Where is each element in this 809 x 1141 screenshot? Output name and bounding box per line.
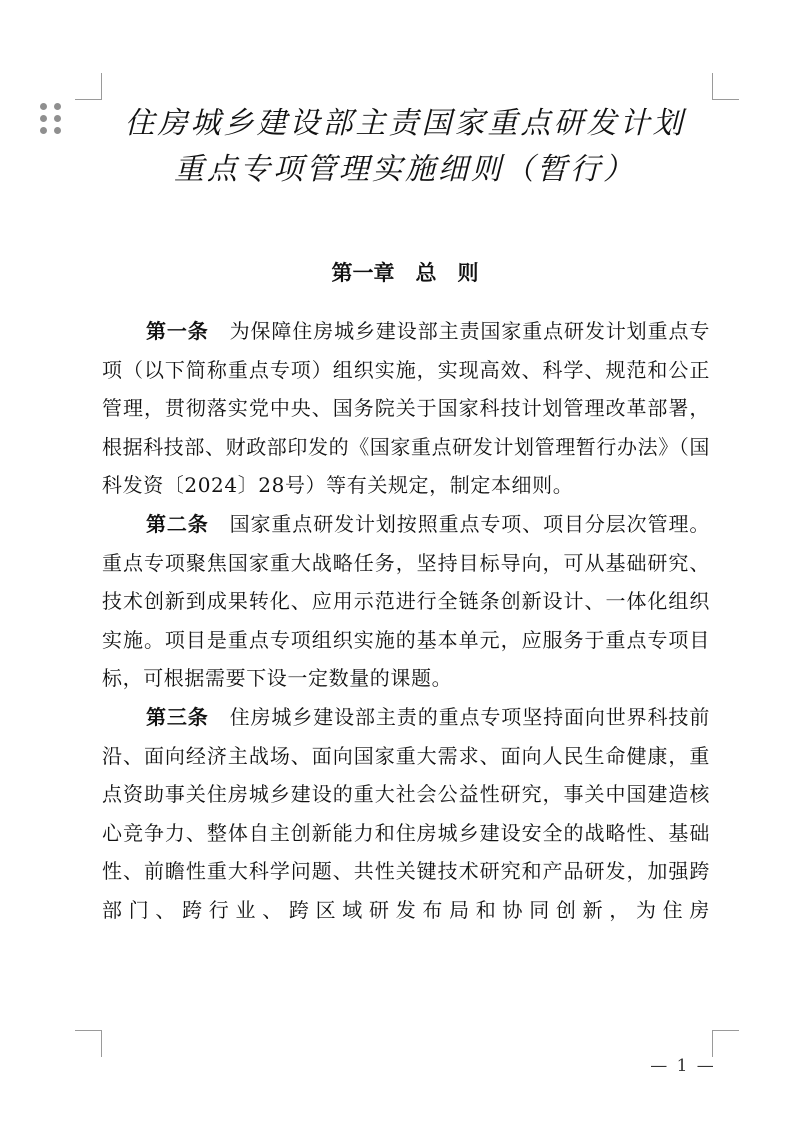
article-text: 住房城乡建设部主责的重点专项坚持面向世界科技前沿、面向经济主战场、面向国家重大需求、面向人民生命健康，重点资助事关住房城乡建设的重大社会公益性研究，事关中国建造核心竞争力、整体自主创新能力和住房城乡建设安全的战略性、基础性、前瞻性重大科学问题、共性关键技术研究和产品研发，加强跨部门、跨行业、跨区域研发布局和协同创新，为住房	[102, 704, 710, 922]
crop-mark-top-right	[712, 73, 739, 100]
article-number: 第三条	[146, 704, 209, 729]
crop-mark-bottom-left	[75, 1030, 102, 1057]
drag-dot	[40, 127, 47, 134]
document-title-line-2: 重点专项管理实施细则（暂行）	[174, 152, 636, 187]
crop-mark-bottom-right	[712, 1030, 739, 1057]
page-number: — 1 —	[650, 1056, 716, 1076]
article-text: 为保障住房城乡建设部主责国家重点研发计划重点专项（以下简称重点专项）组织实施，实现高效、科学、规范和公正管理，贯彻落实党中央、国务院关于国家科技计划管理改革部署，根据科技部、财政部印发的《国家重点研发计划管理暂行办法》（国科发资〔2024〕28号）等有关规定，制定本细则。	[102, 319, 710, 498]
drag-dot	[40, 115, 47, 122]
article-number: 第二条	[146, 511, 209, 536]
document-title-line-1: 住房城乡建设部主责国家重点研发计划	[124, 106, 686, 141]
drag-dot	[54, 115, 61, 122]
drag-dot	[54, 127, 61, 134]
chapter-heading: 第一章 总 则	[331, 261, 479, 285]
article-text: 国家重点研发计划按照重点专项、项目分层次管理。重点专项聚焦国家重大战略任务，坚持目标导向，可从基础研究、技术创新到成果转化、应用示范进行全链条创新设计、一体化组织实施。项目是重点专项组织实施的基本单元，应服务于重点专项目标，可根据需要下设一定数量的课题。	[102, 511, 710, 691]
document-body	[102, 312, 710, 930]
crop-mark-top-left	[75, 73, 102, 100]
article-paragraph	[102, 312, 710, 505]
drag-handle-icon[interactable]	[40, 103, 64, 133]
article-paragraph	[102, 698, 710, 930]
article-number: 第一条	[146, 319, 209, 343]
drag-dot	[54, 103, 61, 110]
article-paragraph	[102, 505, 710, 698]
drag-dot	[40, 103, 47, 110]
